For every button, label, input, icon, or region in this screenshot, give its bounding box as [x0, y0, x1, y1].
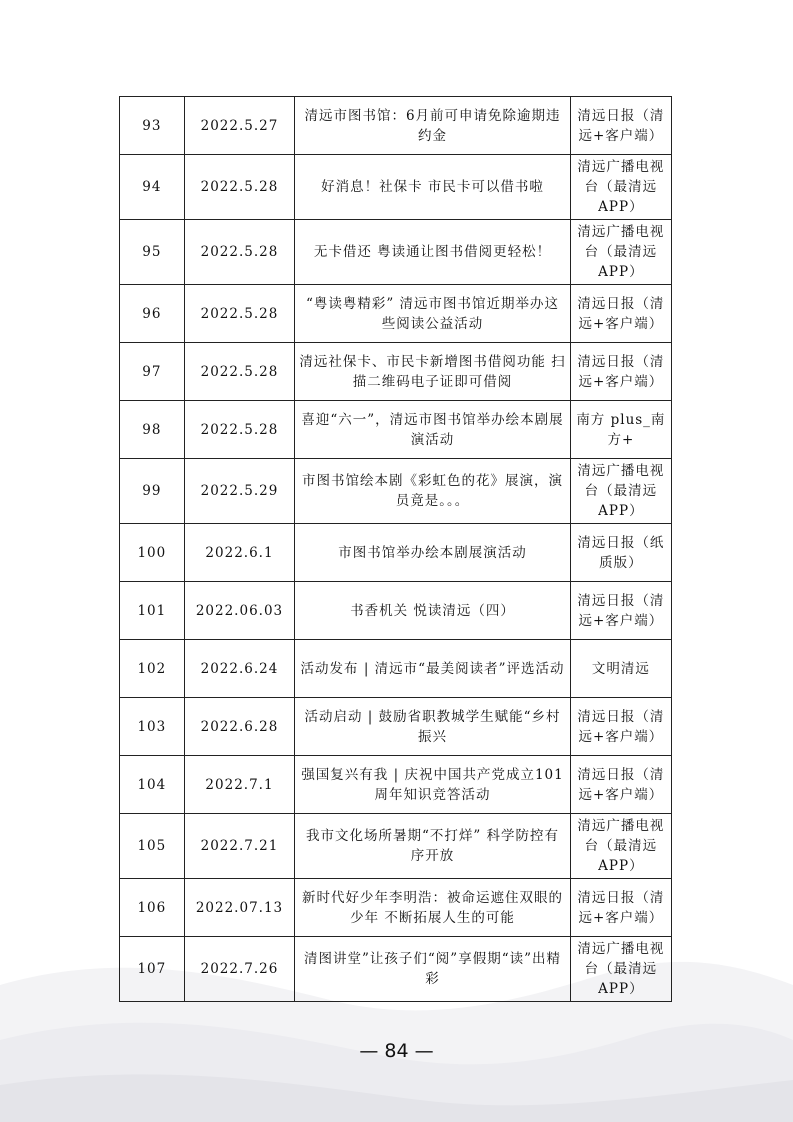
- article-title-cell: 市图书馆绘本剧《彩虹色的花》展演，演员竟是。。。: [295, 459, 570, 524]
- media-source-cell: 清远广播电视台（最清远APP）: [570, 155, 671, 220]
- page-number: — 84 —: [359, 1040, 434, 1062]
- media-source-cell: 清远日报（清远+客户端）: [570, 97, 671, 155]
- media-source-cell: 清远日报（清远+客户端）: [570, 879, 671, 937]
- date-cell: 2022.06.03: [184, 582, 295, 640]
- table-row: [120, 401, 672, 459]
- date-cell: 2022.5.28: [184, 220, 295, 285]
- media-source-cell: 清远日报（纸质版）: [570, 524, 671, 582]
- media-source-cell: 清远日报（清远+客户端）: [570, 343, 671, 401]
- table-row: [120, 937, 672, 1002]
- table-row: [120, 698, 672, 756]
- table-row: [120, 459, 672, 524]
- row-number-cell: 94: [120, 155, 185, 220]
- media-source-cell: 文明清远: [570, 640, 671, 698]
- table-row: [120, 814, 672, 879]
- row-number-cell: 104: [120, 756, 185, 814]
- article-title-cell: 活动启动 | 鼓励省职教城学生赋能“乡村振兴: [295, 698, 570, 756]
- table-row: [120, 524, 672, 582]
- date-cell: 2022.5.27: [184, 97, 295, 155]
- article-title-cell: “粤读粤精彩” 清远市图书馆近期举办这些阅读公益活动: [295, 285, 570, 343]
- row-number-cell: 98: [120, 401, 185, 459]
- media-source-cell: 清远日报（清远+客户端）: [570, 698, 671, 756]
- article-title-cell: 我市文化场所暑期“不打烊” 科学防控有序开放: [295, 814, 570, 879]
- date-cell: 2022.7.21: [184, 814, 295, 879]
- date-cell: 2022.5.28: [184, 343, 295, 401]
- row-number-cell: 96: [120, 285, 185, 343]
- date-cell: 2022.5.28: [184, 401, 295, 459]
- row-number-cell: 93: [120, 97, 185, 155]
- article-title-cell: 市图书馆举办绘本剧展演活动: [295, 524, 570, 582]
- row-number-cell: 105: [120, 814, 185, 879]
- media-source-cell: 清远广播电视台（最清远APP）: [570, 814, 671, 879]
- media-source-cell: 清远广播电视台（最清远APP）: [570, 459, 671, 524]
- media-source-cell: 清远广播电视台（最清远APP）: [570, 220, 671, 285]
- article-title-cell: 喜迎“六一”，清远市图书馆举办绘本剧展演活动: [295, 401, 570, 459]
- date-cell: 2022.6.28: [184, 698, 295, 756]
- table-body: [120, 97, 672, 1002]
- article-title-cell: 书香机关 悦读清远（四）: [295, 582, 570, 640]
- date-cell: 2022.5.28: [184, 155, 295, 220]
- date-cell: 2022.07.13: [184, 879, 295, 937]
- row-number-cell: 101: [120, 582, 185, 640]
- media-source-cell: 清远日报（清远+客户端）: [570, 285, 671, 343]
- article-title-cell: 好消息！社保卡 市民卡可以借书啦: [295, 155, 570, 220]
- table-row: [120, 343, 672, 401]
- date-cell: 2022.6.1: [184, 524, 295, 582]
- row-number-cell: 100: [120, 524, 185, 582]
- table-row: [120, 640, 672, 698]
- article-title-cell: 活动发布 | 清远市“最美阅读者”评选活动: [295, 640, 570, 698]
- row-number-cell: 95: [120, 220, 185, 285]
- article-title-cell: 新时代好少年李明浩：被命运遮住双眼的少年 不断拓展人生的可能: [295, 879, 570, 937]
- table-row: [120, 756, 672, 814]
- table-row: [120, 582, 672, 640]
- table-row: [120, 879, 672, 937]
- date-cell: 2022.7.1: [184, 756, 295, 814]
- news-report-table: [119, 96, 672, 1002]
- media-source-cell: 清远日报（清远+客户端）: [570, 756, 671, 814]
- media-source-cell: 南方 plus_南方+: [570, 401, 671, 459]
- row-number-cell: 102: [120, 640, 185, 698]
- date-cell: 2022.5.28: [184, 285, 295, 343]
- article-title-cell: 清图讲堂”让孩子们“阅”享假期“读”出精彩: [295, 937, 570, 1002]
- row-number-cell: 99: [120, 459, 185, 524]
- row-number-cell: 103: [120, 698, 185, 756]
- date-cell: 2022.7.26: [184, 937, 295, 1002]
- date-cell: 2022.5.29: [184, 459, 295, 524]
- article-title-cell: 清远社保卡、市民卡新增图书借阅功能 扫描二维码电子证即可借阅: [295, 343, 570, 401]
- table-row: [120, 97, 672, 155]
- article-title-cell: 强国复兴有我 | 庆祝中国共产党成立101周年知识竞答活动: [295, 756, 570, 814]
- article-title-cell: 清远市图书馆：6月前可申请免除逾期违约金: [295, 97, 570, 155]
- media-source-cell: 清远日报（清远+客户端）: [570, 582, 671, 640]
- article-title-cell: 无卡借还 粤读通让图书借阅更轻松！: [295, 220, 570, 285]
- table-row: [120, 285, 672, 343]
- row-number-cell: 106: [120, 879, 185, 937]
- row-number-cell: 107: [120, 937, 185, 1002]
- row-number-cell: 97: [120, 343, 185, 401]
- media-source-cell: 清远广播电视台（最清远APP）: [570, 937, 671, 1002]
- table-row: [120, 220, 672, 285]
- date-cell: 2022.6.24: [184, 640, 295, 698]
- table-row: [120, 155, 672, 220]
